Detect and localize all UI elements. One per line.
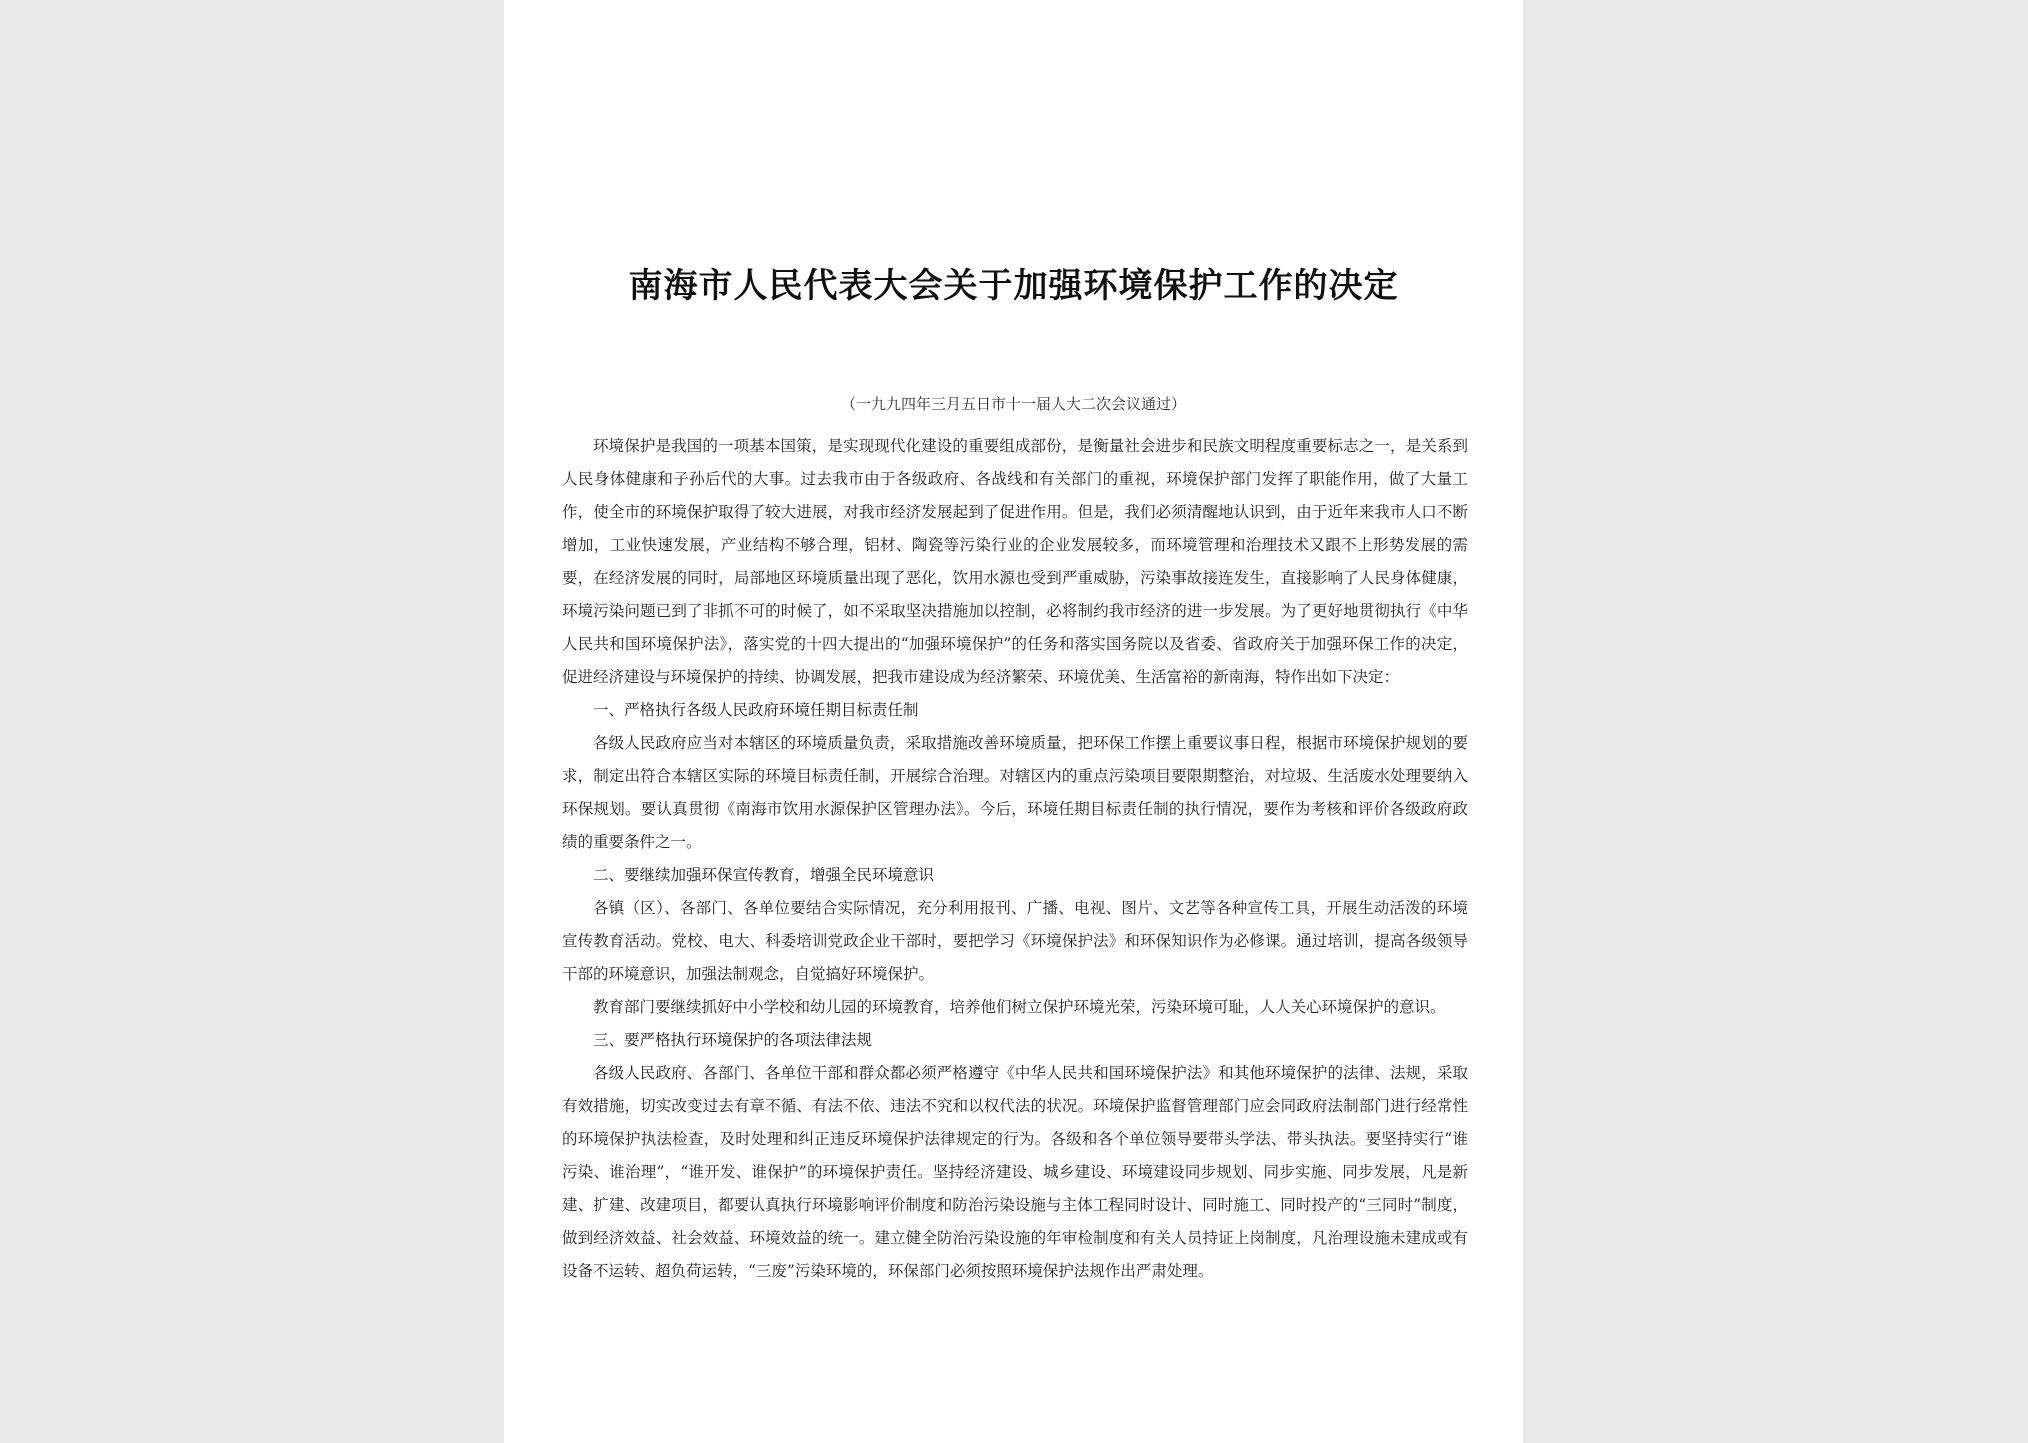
section-heading-2: 二、要继续加强环保宣传教育，增强全民环境意识 (593, 866, 935, 884)
adoption-note: （一九九四年三月五日市十一届人大二次会议通过） (840, 395, 1186, 413)
section-heading-3: 三、要严格执行环境保护的各项法律法规 (593, 1031, 873, 1049)
document-title: 南海市人民代表大会关于加强环境保护工作的决定 (628, 266, 1399, 306)
section-heading-1: 一、严格执行各级人民政府环境任期目标责任制 (593, 701, 919, 719)
document-page (504, 0, 1523, 1443)
section-2-paragraph-1: 各镇（区）、各部门、各单位要结合实际情况，充分利用报刊、广播、电视、图片、文艺等各种宣传工具，开展生动活泼的环境宣传教育活动。党校、电大、科委培训党政企业干部时，要把学习《环境保护法》和环保知识作为必修课。通过培训，提高各级领导干部的环境意识，加强法制观念，自觉搞好环境保护。 (562, 899, 1468, 983)
section-2-paragraph-2: 教育部门要继续抓好中小学校和幼儿园的环境教育，培养他们树立保护环境光荣，污染环境可耻，人人关心环境保护的意识。 (593, 998, 1446, 1016)
document-body (562, 430, 1468, 1288)
preamble-paragraph: 环境保护是我国的一项基本国策，是实现现代化建设的重要组成部份，是衡量社会进步和民族文明程度重要标志之一，是关系到人民身体健康和子孙后代的大事。过去我市由于各级政府、各战线和有关部门的重视，环境保护部门发挥了职能作用，做了大量工作，使全市的环境保护取得了较大进展，对我市经济发展起到了促进作用。但是，我们必须清醒地认识到，由于近年来我市人口不断增加，工业快速发展，产业结构不够合理，铝材、陶瓷等污染行业的企业发展较多，而环境管理和治理技术又跟不上形势发展的需要，在经济发展的同时，局部地区环境质量出现了恶化，饮用水源也受到严重威胁，污染事故接连发生，直接影响了人民身体健康，环境污染问题已到了非抓不可的时候了，如不采取坚决措施加以控制，必将制约我市经济的进一步发展。为了更好地贯彻执行《中华人民共和国环境保护法》，落实党的十四大提出的“加强环境保护”的任务和落实国务院以及省委、省政府关于加强环保工作的决定，促进经济建设与环境保护的持续、协调发展，把我市建设成为经济繁荣、环境优美、生活富裕的新南海，特作出如下决定： (562, 437, 1468, 686)
section-3-paragraph: 各级人民政府、各部门、各单位干部和群众都必须严格遵守《中华人民共和国环境保护法》和其他环境保护的法律、法规，采取有效措施，切实改变过去有章不循、有法不依、违法不究和以权代法的状况。环境保护监督管理部门应会同政府法制部门进行经常性的环境保护执法检查，及时处理和纠正违反环境保护法律规定的行为。各级和各个单位领导要带头学法、带头执法。要坚持实行“谁污染、谁治理”，“谁开发、谁保护”的环境保护责任。坚持经济建设、城乡建设、环境建设同步规划、同步实施、同步发展，凡是新建、扩建、改建项目，都要认真执行环境影响评价制度和防治污染设施与主体工程同时设计、同时施工、同时投产的“三同时”制度，做到经济效益、社会效益、环境效益的统一。建立健全防治污染设施的年审检制度和有关人员持证上岗制度，凡治理设施未建成或有设备不运转、超负荷运转，“三废”污染环境的，环保部门必须按照环境保护法规作出严肃处理。 (562, 1064, 1468, 1280)
section-1-paragraph: 各级人民政府应当对本辖区的环境质量负责，采取措施改善环境质量，把环保工作摆上重要议事日程，根据市环境保护规划的要求，制定出符合本辖区实际的环境目标责任制，开展综合治理。对辖区内的重点污染项目要限期整治，对垃圾、生活废水处理要纳入环保规划。要认真贯彻《南海市饮用水源保护区管理办法》。今后，环境任期目标责任制的执行情况，要作为考核和评价各级政府政绩的重要条件之一。 (562, 734, 1468, 851)
